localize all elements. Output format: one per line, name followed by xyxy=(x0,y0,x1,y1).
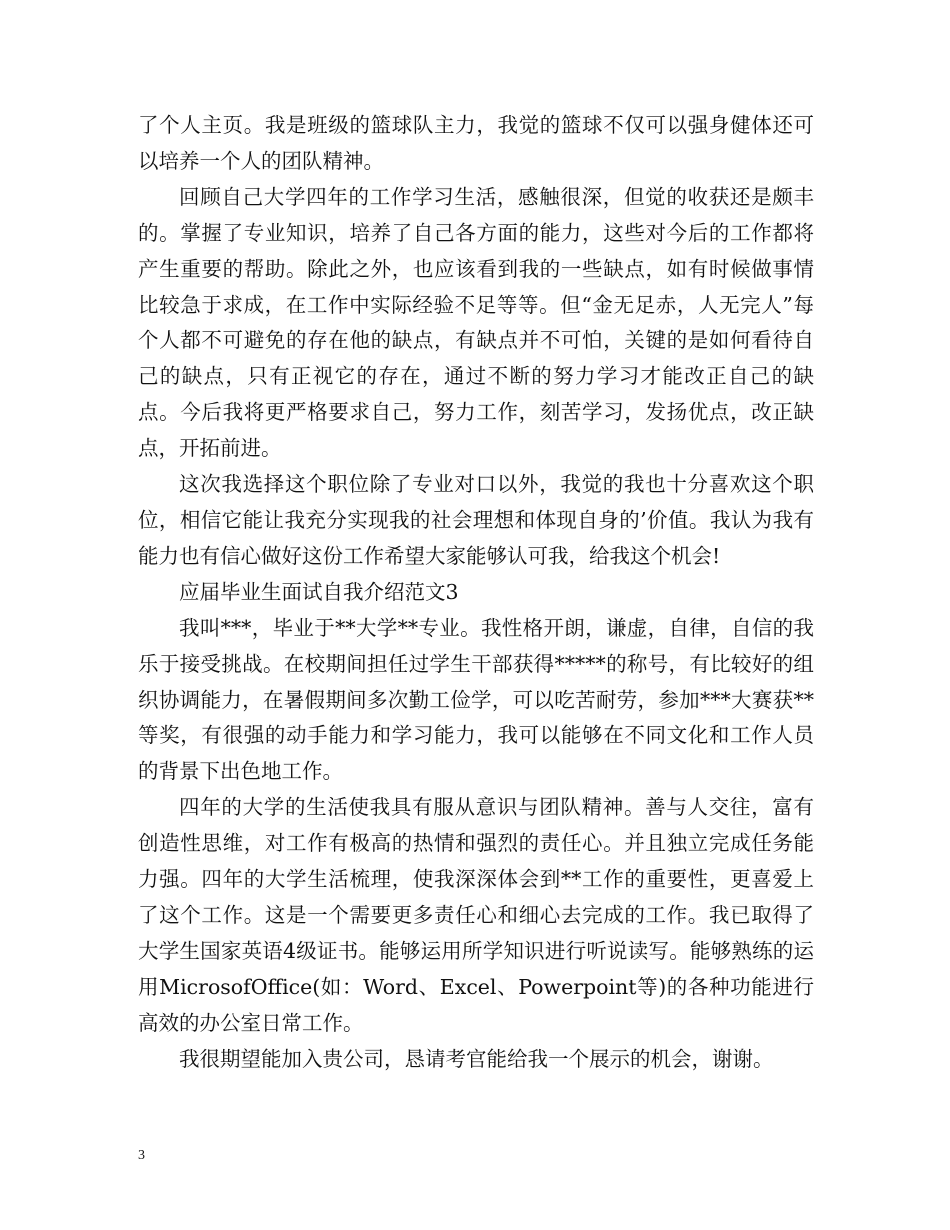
document-body xyxy=(138,108,814,1077)
paragraph-continuation: 了个人主页。我是班级的篮球队主力，我觉的篮球不仅可以强身健体还可以培养一个人的团队精神。 xyxy=(138,113,814,173)
page-number: 3 xyxy=(138,1148,145,1163)
paragraph-university-life: 四年的大学的生活使我具有服从意识与团队精神。善与人交往，富有创造性思维，对工作有极高的热情和强烈的责任心。并且独立完成任务能力强。四年的大学生活梳理，使我深深体会到**工作的重要性，更喜爱上了这个工作。这是一个需要更多责任心和细心去完成的工作。我已取得了大学生国家英语4级证书。能够运用所学知识进行听说读写。能够熟练的运用MicrosofOffice(如：Word、Excel、Powerpoint等)的各种功能进行高效的办公室日常工作。 xyxy=(138,795,814,1035)
paragraph-position-choice: 这次我选择这个职位除了专业对口以外，我觉的我也十分喜欢这个职位，相信它能让我充分实现我的社会理想和体现自身的’价值。我认为我有能力也有信心做好这份工作希望大家能够认可我，给我这个机会! xyxy=(138,472,814,568)
paragraph-reflection: 回顾自己大学四年的工作学习生活，感触很深，但觉的收获还是颇丰的。掌握了专业知识，培养了自己各方面的能力，这些对今后的工作都将产生重要的帮助。除此之外，也应该看到我的一些缺点，如有时候做事情比较急于求成，在工作中实际经验不足等等。但“金无足赤，人无完人”每个人都不可避免的存在他的缺点，有缺点并不可怕，关键的是如何看待自己的缺点，只有正视它的存在，通过不断的努力学习才能改正自己的缺点。今后我将更严格要求自己，努力工作，刻苦学习，发扬优点，改正缺点，开拓前进。 xyxy=(138,184,814,461)
paragraph-introduction: 我叫***，毕业于**大学**专业。我性格开朗，谦虚，自律，自信的我乐于接受挑战。在校期间担任过学生干部获得*****的称号，有比较好的组织协调能力，在暑假期间多次勤工俭学，可以吃苦耐劳，参加***大赛获**等奖，有很强的动手能力和学习能力，我可以能够在不同文化和工作人员的背景下出色地工作。 xyxy=(138,615,814,784)
paragraph-closing: 我很期望能加入贵公司，恳请考官能给我一个展示的机会，谢谢。 xyxy=(179,1046,774,1071)
section-heading: 应届毕业生面试自我介绍范文3 xyxy=(179,579,459,604)
